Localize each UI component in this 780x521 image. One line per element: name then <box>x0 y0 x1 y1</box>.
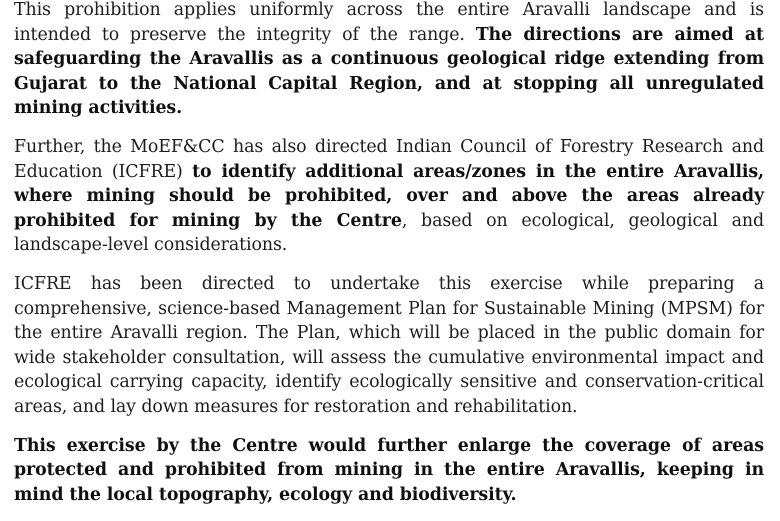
paragraph-coverage-enlargement <box>14 434 764 508</box>
text-run: ICFRE has been directed to undertake this exercise while preparing a comprehensive, science-based Management Plan for Sustainable Mining (MPSM) for the entire Aravalli region. The Plan, which will be placed in the public domain for wide stakeholder consultation, will assess the cumulative environmental impact and ecological carrying capacity, identify ecologically sensitive and conservation-critical areas, and lay down measures for restoration and rehabilitation. <box>14 273 764 417</box>
bold-text-run: This exercise by the Centre would further enlarge the coverage of areas protected and prohibited from mining in the entire Aravallis, keeping in mind the local topography, ecology and biodiversity. <box>14 435 764 505</box>
bold-text-run: to identify additional areas/zones in the entire Aravallis, where mining should be prohibited, over and above the areas already prohibited for mining by the Centre <box>14 161 764 231</box>
paragraph-prohibition <box>14 0 764 121</box>
text-run: , based on ecological, geological and landscape-level considerations. <box>14 210 764 256</box>
paragraph-mpsm-plan <box>14 272 764 420</box>
article-body <box>14 0 764 521</box>
text-run: Further, the MoEF&CC has also directed Indian Council of Forestry Research and Education (ICFRE) <box>14 136 764 182</box>
paragraph-icfre-directive <box>14 135 764 258</box>
bold-text-run: The directions are aimed at safeguarding the Aravallis as a continuous geological ridge extending from Gujarat to the National Capital Region, and at stopping all unregulated mining activities. <box>14 24 764 119</box>
text-run: This prohibition applies uniformly across the entire Aravalli landscape and is intended to preserve the integrity of the range. <box>14 0 764 45</box>
